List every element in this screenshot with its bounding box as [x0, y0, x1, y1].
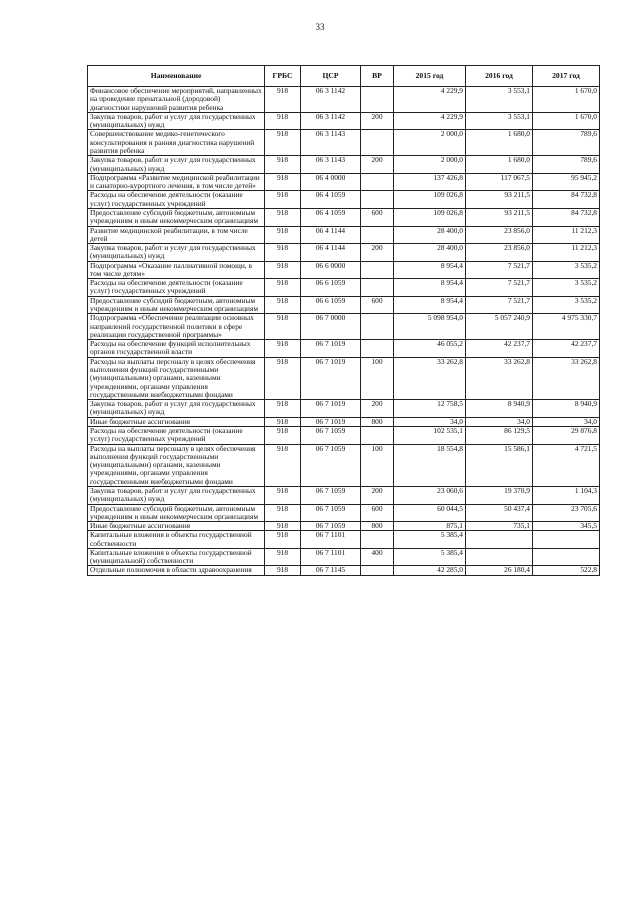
cell-grbs: 918	[265, 314, 301, 340]
cell-csr: 06 7 1059	[301, 444, 361, 486]
cell-2015: 4 229,9	[394, 87, 466, 113]
cell-2016: 93 211,5	[466, 208, 533, 226]
table-row	[88, 191, 600, 209]
cell-name: Предоставление субсидий бюджетным, автономным учреждениям и иным некоммерческим организациям	[88, 208, 265, 226]
cell-name: Расходы на обеспечение деятельности (оказание услуг) государственных учреждений	[88, 191, 265, 209]
cell-name: Закупка товаров, работ и услуг для государственных (муниципальных) нужд	[88, 486, 265, 504]
cell-2017: 84 732,8	[533, 208, 600, 226]
cell-2016: 34,0	[466, 417, 533, 426]
cell-2015: 5 385,4	[394, 531, 466, 549]
cell-vr	[361, 173, 394, 191]
cell-csr: 06 4 1144	[301, 226, 361, 244]
cell-2015: 42 285,0	[394, 566, 466, 575]
cell-grbs: 918	[265, 531, 301, 549]
cell-csr: 06 3 1143	[301, 156, 361, 174]
table-row	[88, 444, 600, 486]
table-row	[88, 112, 600, 130]
cell-csr: 06 3 1142	[301, 87, 361, 113]
cell-2016: 86 129,5	[466, 426, 533, 444]
cell-2017: 522,8	[533, 566, 600, 575]
cell-name: Расходы на обеспечение деятельности (оказание услуг) государственных учреждений	[88, 279, 265, 297]
table-row	[88, 130, 600, 156]
cell-csr: 06 4 0000	[301, 173, 361, 191]
cell-vr: 100	[361, 357, 394, 399]
cell-2017	[533, 548, 600, 566]
cell-2016: 7 521,7	[466, 261, 533, 279]
cell-grbs: 918	[265, 244, 301, 262]
cell-2016: 8 940,9	[466, 400, 533, 418]
cell-vr	[361, 566, 394, 575]
cell-csr: 06 6 1059	[301, 279, 361, 297]
cell-vr: 600	[361, 296, 394, 314]
cell-2016: 7 521,7	[466, 279, 533, 297]
cell-name: Расходы на обеспечение деятельности (оказание услуг) государственных учреждений	[88, 426, 265, 444]
cell-name: Закупка товаров, работ и услуг для государственных (муниципальных) нужд	[88, 156, 265, 174]
cell-2017: 789,6	[533, 130, 600, 156]
cell-vr: 600	[361, 504, 394, 522]
cell-2015: 109 026,8	[394, 208, 466, 226]
cell-2016: 3 553,1	[466, 112, 533, 130]
cell-grbs: 918	[265, 504, 301, 522]
cell-2016: 3 553,1	[466, 87, 533, 113]
cell-2016: 7 521,7	[466, 296, 533, 314]
table-row	[88, 504, 600, 522]
cell-name: Капитальные вложения в объекты государственной собственности	[88, 531, 265, 549]
cell-csr: 06 4 1059	[301, 208, 361, 226]
cell-2016: 15 586,1	[466, 444, 533, 486]
cell-grbs: 918	[265, 156, 301, 174]
cell-grbs: 918	[265, 112, 301, 130]
cell-2016: 26 180,4	[466, 566, 533, 575]
table-row	[88, 486, 600, 504]
cell-2017: 4 975 330,7	[533, 314, 600, 340]
cell-name: Закупка товаров, работ и услуг для государственных (муниципальных) нужд	[88, 244, 265, 262]
cell-grbs: 918	[265, 417, 301, 426]
cell-csr: 06 7 1059	[301, 504, 361, 522]
column-header-vr: ВР	[361, 66, 394, 87]
cell-grbs: 918	[265, 226, 301, 244]
cell-2017: 1 670,0	[533, 87, 600, 113]
table-row	[88, 244, 600, 262]
cell-2016: 93 211,5	[466, 191, 533, 209]
table-row	[88, 173, 600, 191]
cell-2015: 8 954,4	[394, 296, 466, 314]
cell-2015: 12 758,5	[394, 400, 466, 418]
column-header-2016: 2016 год	[466, 66, 533, 87]
cell-name: Предоставление субсидий бюджетным, автономным учреждениям и иным некоммерческим организациям	[88, 504, 265, 522]
cell-name: Расходы на выплаты персоналу в целях обеспечения выполнения функций государственными (муниципальными) органами, казенными учреждениями, органами управления государственными внебюджетными фондами	[88, 444, 265, 486]
cell-grbs: 918	[265, 522, 301, 531]
cell-grbs: 918	[265, 261, 301, 279]
cell-name: Отдельные полномочия в области здравоохранения	[88, 566, 265, 575]
cell-2016: 117 067,5	[466, 173, 533, 191]
cell-name: Закупка товаров, работ и услуг для государственных (муниципальных) нужд	[88, 112, 265, 130]
cell-2017: 33 262,8	[533, 357, 600, 399]
cell-grbs: 918	[265, 357, 301, 399]
cell-csr: 06 4 1144	[301, 244, 361, 262]
table-row	[88, 426, 600, 444]
cell-2015: 2 000,0	[394, 156, 466, 174]
cell-vr: 800	[361, 417, 394, 426]
cell-2017: 23 705,6	[533, 504, 600, 522]
cell-grbs: 918	[265, 130, 301, 156]
cell-vr: 100	[361, 444, 394, 486]
cell-2017: 42 237,7	[533, 340, 600, 358]
cell-2017: 11 212,3	[533, 226, 600, 244]
cell-2016: 1 680,0	[466, 130, 533, 156]
cell-vr	[361, 531, 394, 549]
budget-table	[87, 65, 600, 576]
cell-2017: 4 721,5	[533, 444, 600, 486]
column-header-csr: ЦСР	[301, 66, 361, 87]
cell-grbs: 918	[265, 340, 301, 358]
cell-csr: 06 7 1019	[301, 340, 361, 358]
cell-2017: 3 535,2	[533, 296, 600, 314]
cell-2015: 875,1	[394, 522, 466, 531]
cell-csr: 06 7 1059	[301, 426, 361, 444]
cell-2016: 735,1	[466, 522, 533, 531]
table-row	[88, 87, 600, 113]
cell-2016: 1 680,0	[466, 156, 533, 174]
cell-vr: 600	[361, 208, 394, 226]
cell-grbs: 918	[265, 426, 301, 444]
cell-2017: 34,0	[533, 417, 600, 426]
cell-csr: 06 7 1101	[301, 548, 361, 566]
cell-2016	[466, 548, 533, 566]
cell-name: Капитальные вложения в объекты государственной (муниципальной) собственности	[88, 548, 265, 566]
cell-csr: 06 3 1143	[301, 130, 361, 156]
cell-2016	[466, 531, 533, 549]
cell-2015: 102 535,1	[394, 426, 466, 444]
cell-2017: 11 212,3	[533, 244, 600, 262]
page-number: 33	[315, 22, 325, 32]
cell-name: Иные бюджетные ассигнования	[88, 417, 265, 426]
column-header-name: Наименование	[88, 66, 265, 87]
cell-vr	[361, 314, 394, 340]
cell-2017: 8 940,9	[533, 400, 600, 418]
cell-name: Закупка товаров, работ и услуг для государственных (муниципальных) нужд	[88, 400, 265, 418]
cell-2017: 95 945,2	[533, 173, 600, 191]
cell-2017	[533, 531, 600, 549]
table-row	[88, 226, 600, 244]
cell-vr: 200	[361, 244, 394, 262]
table-row	[88, 357, 600, 399]
table-row	[88, 296, 600, 314]
cell-2015: 8 954,4	[394, 279, 466, 297]
cell-2017: 84 732,8	[533, 191, 600, 209]
cell-csr: 06 7 1145	[301, 566, 361, 575]
cell-csr: 06 7 1019	[301, 417, 361, 426]
cell-2017: 1 670,0	[533, 112, 600, 130]
cell-2017: 3 535,2	[533, 261, 600, 279]
table-row	[88, 314, 600, 340]
cell-vr: 200	[361, 486, 394, 504]
cell-2015: 60 044,5	[394, 504, 466, 522]
cell-name: Финансовое обеспечение мероприятий, направленных на проведение пренатальной (дородовой) диагностики нарушений развития ребенка	[88, 87, 265, 113]
cell-csr: 06 4 1059	[301, 191, 361, 209]
table-row	[88, 531, 600, 549]
cell-2016: 42 237,7	[466, 340, 533, 358]
cell-2016: 23 856,0	[466, 244, 533, 262]
cell-2016: 23 856,0	[466, 226, 533, 244]
table-row	[88, 400, 600, 418]
cell-2017: 789,6	[533, 156, 600, 174]
cell-2015: 28 400,0	[394, 244, 466, 262]
cell-vr: 200	[361, 400, 394, 418]
cell-grbs: 918	[265, 296, 301, 314]
cell-name: Расходы на обеспечение функций исполнительных органов государственной власти	[88, 340, 265, 358]
cell-2017: 3 535,2	[533, 279, 600, 297]
cell-2016: 33 262,8	[466, 357, 533, 399]
table-body	[88, 87, 600, 576]
cell-2015: 33 262,8	[394, 357, 466, 399]
cell-vr	[361, 426, 394, 444]
cell-grbs: 918	[265, 486, 301, 504]
cell-2015: 5 098 954,0	[394, 314, 466, 340]
cell-name: Расходы на выплаты персоналу в целях обеспечения выполнения функций государственными (муниципальными) органами, казенными учреждениями, органами управления государственными внебюджетными фондами	[88, 357, 265, 399]
cell-name: Развитие медицинской реабилитации, в том числе детей	[88, 226, 265, 244]
cell-grbs: 918	[265, 87, 301, 113]
cell-2017: 345,5	[533, 522, 600, 531]
cell-grbs: 918	[265, 400, 301, 418]
cell-vr: 200	[361, 156, 394, 174]
cell-2017: 1 104,3	[533, 486, 600, 504]
cell-vr	[361, 261, 394, 279]
cell-vr	[361, 340, 394, 358]
cell-vr	[361, 279, 394, 297]
cell-csr: 06 6 0000	[301, 261, 361, 279]
cell-grbs: 918	[265, 548, 301, 566]
cell-name: Подпрограмма «Обеспечение реализации основных направлений государственной политики в сфере реализации государственной программы»	[88, 314, 265, 340]
cell-name: Предоставление субсидий бюджетным, автономным учреждениям и иным некоммерческим организациям	[88, 296, 265, 314]
cell-name: Иные бюджетные ассигнования	[88, 522, 265, 531]
cell-2016: 5 057 240,9	[466, 314, 533, 340]
cell-2015: 46 055,2	[394, 340, 466, 358]
cell-csr: 06 3 1142	[301, 112, 361, 130]
cell-grbs: 918	[265, 566, 301, 575]
cell-2017: 29 876,8	[533, 426, 600, 444]
cell-2015: 28 400,0	[394, 226, 466, 244]
table-row	[88, 566, 600, 575]
cell-2015: 23 060,6	[394, 486, 466, 504]
cell-2016: 50 437,4	[466, 504, 533, 522]
cell-csr: 06 6 1059	[301, 296, 361, 314]
cell-csr: 06 7 1101	[301, 531, 361, 549]
cell-csr: 06 7 1059	[301, 486, 361, 504]
cell-name: Подпрограмма «Развитие медицинской реабилитации и санаторно-курортного лечения, в том числе детей»	[88, 173, 265, 191]
column-header-2015: 2015 год	[394, 66, 466, 87]
table-row	[88, 548, 600, 566]
table-row	[88, 156, 600, 174]
table-row	[88, 340, 600, 358]
cell-csr: 06 7 0000	[301, 314, 361, 340]
table-header-row	[88, 66, 600, 87]
cell-2016: 19 370,9	[466, 486, 533, 504]
cell-2015: 4 229,9	[394, 112, 466, 130]
cell-grbs: 918	[265, 191, 301, 209]
cell-vr: 800	[361, 522, 394, 531]
cell-vr	[361, 226, 394, 244]
cell-vr	[361, 130, 394, 156]
cell-vr	[361, 87, 394, 113]
cell-grbs: 918	[265, 279, 301, 297]
cell-2015: 5 385,4	[394, 548, 466, 566]
cell-grbs: 918	[265, 173, 301, 191]
cell-2015: 34,0	[394, 417, 466, 426]
cell-vr: 200	[361, 112, 394, 130]
table-row	[88, 261, 600, 279]
cell-2015: 2 000,0	[394, 130, 466, 156]
cell-name: Совершенствование медико-генетического консультирования и ранняя диагностика нарушений развития ребенка	[88, 130, 265, 156]
table-row	[88, 279, 600, 297]
cell-vr	[361, 191, 394, 209]
cell-2015: 109 026,8	[394, 191, 466, 209]
cell-name: Подпрограмма «Оказание паллиативной помощи, в том числе детям»	[88, 261, 265, 279]
cell-csr: 06 7 1059	[301, 522, 361, 531]
cell-csr: 06 7 1019	[301, 400, 361, 418]
cell-grbs: 918	[265, 208, 301, 226]
table-row	[88, 208, 600, 226]
cell-2015: 137 426,8	[394, 173, 466, 191]
cell-2015: 18 554,8	[394, 444, 466, 486]
column-header-2017: 2017 год	[533, 66, 600, 87]
cell-grbs: 918	[265, 444, 301, 486]
cell-2015: 8 954,4	[394, 261, 466, 279]
cell-vr: 400	[361, 548, 394, 566]
column-header-grbs: ГРБС	[265, 66, 301, 87]
cell-csr: 06 7 1019	[301, 357, 361, 399]
